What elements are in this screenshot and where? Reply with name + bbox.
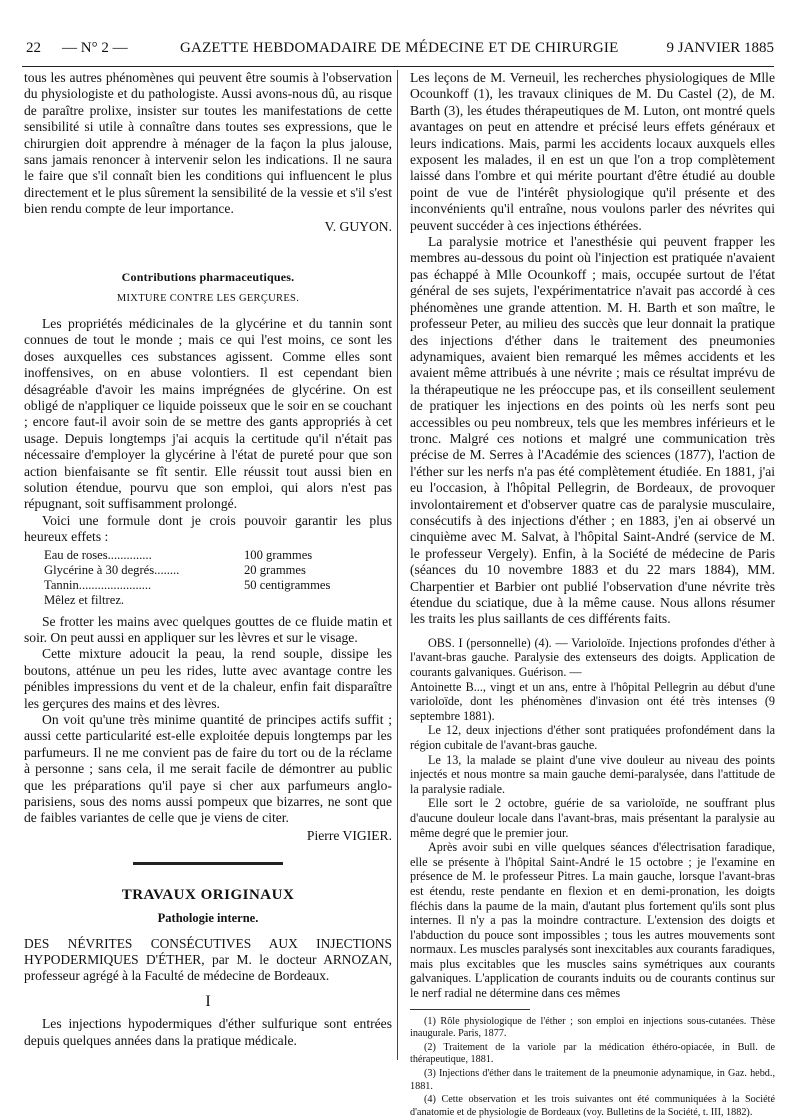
observation-text: Le 12, deux injections d'éther sont pratiquées profondément dans la région cubitale de l'avant-bras gauche. — [410, 723, 775, 752]
footnotes — [410, 1016, 775, 1120]
section-title: Contributions pharmaceutiques. — [121, 270, 295, 285]
observation-text: Après avoir subi en ville quelques séances d'électrisation faradique, elle se présente à l'hôpital Saint-André le 15 octobre ; je l'examine en présence de M. le professeur Pitres. La main gauche, lorsque l'avant-bras est étendu, reste pendante en flexion et en demi-pronation, les doigts fléchis dans la paume de la main, d'autant plus fortement qu'ils sont plus internes. Il n'y a pas la moindre contracture. L'extension des doigts et l'abduction du pouce sont impossibles ; tous les autres mouvements sont normaux. Les muscles paralysés sont inexcitables aux courants faradiques, mais plus excitables que les muscles sains symétriques aux courants galvaniques. L'application de courants induits ou de courants continus sur le nerf radial ne détermine dans ces mêmes — [410, 840, 775, 1001]
recipe-item: Eau de roses.............. — [44, 547, 152, 562]
footnote: (4) Cette observation et les trois suivantes ont été communiquées à la Société d'anatomie et de physiologie de Bordeaux (voy. Bulletins de la Société, t. III, 1882). — [410, 1094, 775, 1118]
paragraph: Les propriétés médicinales de la glycérine et du tannin sont connues de tout le monde ; mais ce qui l'est moins, ce sont les doses auxquelles ces substances agissent. Comme elles sont inoffensives, on en abuse volontiers. Il est cependant bien désagréable d'avoir les mains imprégnées de glycérine. On est obligé de n'appliquer ce liquide poisseux que le soir en se couchant ; encore faut-il avoir soin de se mettre des gants appropriés à cet usage. Depuis longtemps j'ai acquis la certitude qu'il n'était pas nécessaire d'employer la glycérine à l'état de pureté pour que son action bienfaisante se fît sentir. Elle réussit tout aussi bien en solution étendue, pourvu que son emploi, qui alors n'est pas répugnant, soit suffisamment prolongé. — [24, 315, 392, 512]
section-separator — [133, 862, 283, 865]
column-divider — [397, 70, 398, 1060]
observation — [410, 636, 775, 1001]
issue-date: 9 JANVIER 1885 — [666, 40, 774, 56]
paragraph: Les leçons de M. Verneuil, les recherches physiologiques de Mlle Ocounkoff (1), les travaux cliniques de M. Du Castel (2), de M. Barth (3), les études thérapeutiques de M. Luton, ont montré quels avantages on peut en attendre et précisé leurs effets généraux et leurs indications. Mais, parmi les accidents locaux auxquels elles exposent les malades, il en est un que l'on a trop complètement laissé dans l'ombre et qui mérite pourtant d'être étudié au double point de vue de l'intérêt physiologique qu'il présente et des inconvénients qu'il entraîne, nous voulons parler des névrites qui peuvent succéder à ces injections éthérées. — [410, 70, 775, 233]
recipe-qty: 50 centigrammes — [244, 577, 331, 592]
issue-number: — N° 2 — — [62, 40, 128, 56]
recipe-instruction: Mêlez et filtrez. — [44, 592, 125, 607]
footnote: (1) Rôle physiologique de l'éther ; son emploi en injections sous-cutanées. Thèse inaugurale. Paris, 1877. — [410, 1015, 775, 1040]
paragraph: Les injections hypodermiques d'éther sulfurique sont entrées depuis quelques années dans la pratique médicale. — [24, 1016, 392, 1048]
page-header — [22, 38, 774, 64]
page-number: 22 — [26, 40, 41, 56]
author-signature: Pierre VIGIER. — [306, 827, 392, 843]
recipe-qty: 100 grammes — [244, 547, 313, 562]
recipe-item: Tannin....................... — [44, 577, 152, 592]
observation-heading: OBS. I (personnelle) (4). — Varioloïde. Injections profondes d'éther à l'avant-bras gauche. Paralysie des extenseurs des doigts. Application de courants galvaniques. Guérison. — — [410, 635, 775, 679]
paragraph: On voit qu'une très minime quantité de principes actifs suffit ; aussi cette particularité est-elle exploitée depuis longtemps par les parfumeurs. Il ne me convient pas de faire du tort ou de la réclame à personne ; sans cela, il me serait facile de démontrer au public que les préparations qu'il paye si cher aux parfumeurs anglo-parisiens, sous des noms aussi pompeux que bizarres, ne sont que de faibles variantes de celle que je viens de citer. — [24, 712, 392, 826]
right-column — [410, 70, 775, 1120]
section-heading: TRAVAUX ORIGINAUX — [121, 887, 295, 904]
recipe-qty: 20 grammes — [244, 562, 306, 577]
paragraph: Se frotter les mains avec quelques gouttes de ce fluide matin et soir. On peut aussi en appliquer sur les lèvres et sur le visage. — [24, 613, 392, 645]
observation-text: Antoinette B..., vingt et un ans, entre à l'hôpital Pellegrin au début d'une varioloïde, dont les phénomènes d'invasion ont été très intenses (9 septembre 1881). — [410, 679, 775, 723]
footnote: (3) Injections d'éther dans le traitement de la pneumonie adynamique, in Gaz. hebd., 1881. — [410, 1068, 775, 1092]
author-signature: V. GUYON. — [324, 218, 392, 234]
recipe-row — [44, 548, 392, 563]
footnote-rule — [410, 1009, 530, 1010]
section-subtitle: MIXTURE CONTRE LES GERÇURES. — [116, 293, 300, 305]
observation-text: Le 13, la malade se plaint d'une vive douleur au niveau des points injectés et nous montre sa main gauche demi-paralysée, dans l'attitude de la paralysie radiale. — [410, 752, 775, 796]
chapter-numeral: I — [205, 993, 211, 1011]
header-rule — [22, 66, 774, 67]
observation-text: Elle sort le 2 octobre, guérie de sa varioloïde, ne souffrant plus d'aucune douleur locale dans l'avant-bras, mais présentant la paralysie au même degré que le premier jour. — [410, 796, 775, 840]
journal-title: GAZETTE HEBDOMADAIRE DE MÉDECINE ET DE CHIRURGIE — [180, 40, 619, 56]
section-subheading: Pathologie interne. — [157, 910, 259, 925]
paragraph: La paralysie motrice et l'anesthésie qui peuvent frapper les membres au-dessous du point où l'injection est pratiquée n'avaient pas échappé à Mlle Ocounkoff ; mais, occupée surtout de l'état général de ses sujets, l'expérimentatrice n'avait pas accordé à ces phénomènes une grande attention. M. H. Barth et son maître, le professeur Peter, au milieu des succès que leur donnait la pratique des injections d'éther dans le traitement des pneumonies adynamiques, avaient bien remarqué les mêmes accidents et les avaient même attribués à une névrite ; mais ce résultat imprévu de la thérapeutique ne les préoccupe pas, et ils conseillent seulement de pratiquer les injections en des points où les nerfs sont peu accessibles ou peu nombreux, tels que les membres inférieurs et le tronc. Malgré ces notions et malgré une communication très précise de M. Serres à l'Académie des sciences (1877), l'action de l'éther sur les nerfs n'a pas été complètement étudiée. En 1881, j'ai eu l'occasion, à l'hôpital Pellegrin, de Bordeaux, de provoquer involontairement et d'observer quatre cas de paralysie musculaire, consécutifs à des injections d'éther ; en 1883, j'en ai observé un cinquième avec M. Salvat, à l'hôpital Saint-André (service de M. le professeur Vergely). Enfin, à la Société de médecine de Paris (séances du 10 novembre 1883 et du 22 mars 1884), MM. Charpentier et Barbier ont publié l'observation d'une névrite très étendue du sciatique, due à la même cause. Nous allons résumer les traits les plus saillants de ces différents faits. — [410, 234, 775, 627]
recipe-row — [44, 563, 392, 578]
article-title: DES NÉVRITES CONSÉCUTIVES AUX INJECTIONS HYPODERMIQUES D'ÉTHER, par M. le docteur ARNOZAN, professeur agrégé à la Faculté de médecine de Bordeaux. — [24, 936, 392, 984]
recipe-item: Glycérine à 30 degrés........ — [44, 562, 180, 577]
paragraph: Cette mixture adoucit la peau, la rend souple, dissipe les boutons, atténue un peu les rides, lutte avec avantage contre les pénibles impressions du vent et de la chaleur, enfin fait disparaître les gerçures des mains et des lèvres. — [24, 646, 392, 711]
footnote: (2) Traitement de la variole par la médication éthéro-opiacée, in Bull. de thérapeutique, 1881. — [410, 1041, 775, 1066]
recipe-table — [44, 548, 392, 608]
paragraph: Voici une formule dont je crois pouvoir garantir les plus heureux effets : — [24, 512, 392, 545]
left-column — [24, 70, 392, 1049]
paragraph: tous les autres phénomènes qui peuvent être soumis à l'observation du physiologiste et du pathologiste. Aussi avons-nous dû, au risque de paraître prolixe, insister sur toutes les manifestations de cette sensibilité si utile à connaître dans toutes ses expressions, que le chirurgien doit apprendre à ménager de la façon la plus jalouse, sans jamais renoncer à intervenir selon les indications. Il ne saura le faire que s'il connaît bien les conditions qui influencent le plus directement et le plus sûrement la sensibilité de la vessie et s'il s'est bien rendu compte de leur importance. — [24, 70, 392, 217]
recipe-row — [44, 578, 392, 593]
